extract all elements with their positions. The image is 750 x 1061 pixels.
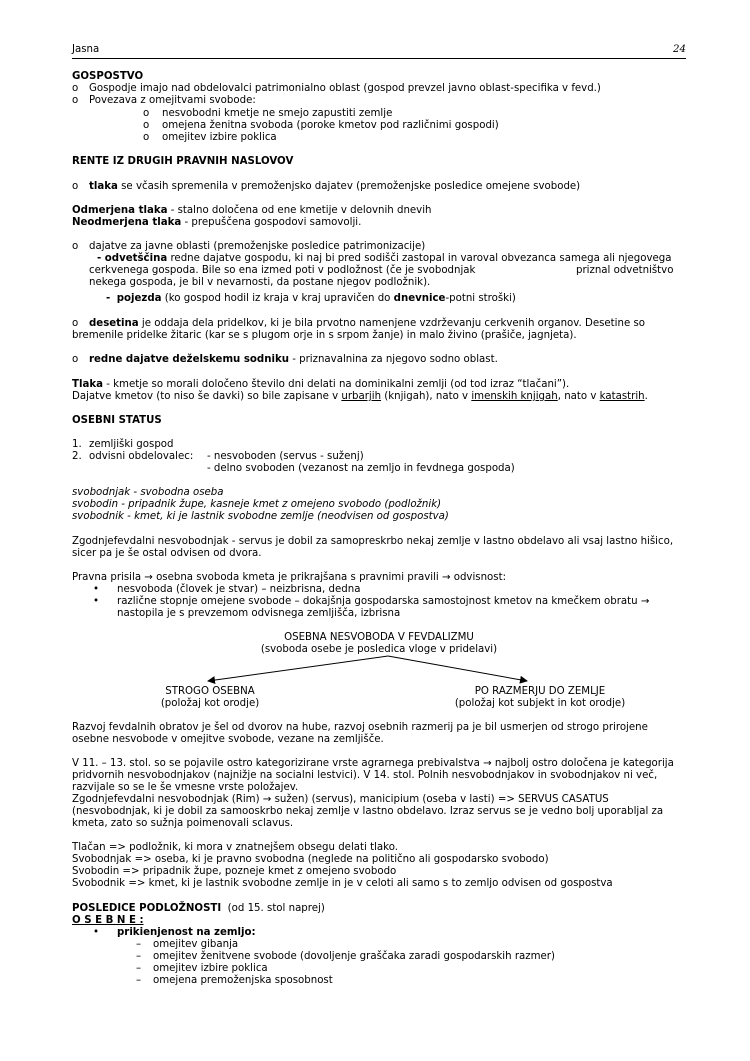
prikienjenost-heading: prikienjenost na zemljo: — [117, 927, 256, 938]
servus-line2: (nesvobodnjak, ki je dobil za samooskrbo nekaj zemlje v lastno obdelavo. Izraz servus se je vedno bolj uporabljal za — [72, 806, 664, 817]
definition-line: Svobodnjak => oseba, ki je pravno svobodna (neglede na politično ali gospodarsko svobodo) — [72, 854, 549, 865]
definition-line: svobodin - pripadnik župe, kasneje kmet z omejeno svobodo (podložnik) — [72, 499, 442, 510]
posledice-item: omejitev gibanja — [153, 939, 239, 950]
osebni-item1: zemljiški gospod — [89, 439, 174, 450]
dash-bullet-icon: – — [136, 939, 142, 950]
diagram-left-title: STROGO OSEBNA — [165, 686, 255, 697]
definition-line: Svobodnik => kmet, ki je lastnik svobodne zemlje in je v celoti ali samo s to zemljo odvisen od gospostva — [72, 878, 613, 889]
definition-line: svobodnik - kmet, ki je lastnik svobodne zemlje (neodvisen od gospostva) — [72, 511, 449, 522]
circle-bullet-icon: o — [72, 241, 79, 252]
diagram-right-sub: (položaj kot subjekt in kot orodje) — [454, 698, 626, 709]
list-number: 1. — [72, 439, 82, 450]
osebne-heading: O S E B N E : — [72, 915, 144, 926]
posledice-item: omejitev izbire poklica — [153, 963, 268, 974]
posledice-item: omejena premoženjska sposobnost — [153, 975, 333, 986]
servus-line3: kmeta, zato so sužnja poimenovali sclavus. — [72, 818, 294, 829]
posledice-item: omejitev ženitvene svobode (dovoljenje graščaka zaradi gospodarskih razmer) — [153, 951, 555, 962]
stoletja-line3: razvijale so se le še vmesne vrste položajev. — [72, 782, 299, 793]
disc-bullet-icon: • — [93, 927, 100, 938]
rente-odvetscina-line3: nekega gospoda, je bil v nevarnosti, da postane njegov podložnik). — [89, 277, 431, 288]
definition-line: svobodnjak - svobodna oseba — [72, 487, 224, 498]
circle-bullet-icon: o — [143, 108, 150, 119]
servus-line1: Zgodnjefevdalni nesvobodnjak (Rim) → sužen) (servus), manicipium (oseba v lasti) => SERVUS CASATUS — [72, 794, 609, 805]
rente-dajatve-zapis: Dajatve kmetov (to niso še davki) so bile zapisane v urbarjih (knjigah), nato v imenskih knjigah, nato v katastrih. — [72, 391, 648, 402]
stoletja-line2: pridvornih nesvobodnjakov (najnižje na socialni lestvici). V 14. stol. Polnih nesvobodnjakov in svobodnjakov ni več, — [72, 770, 658, 781]
header-author: Jasna — [72, 44, 100, 55]
rente-tlaka: tlaka se včasih spremenila v premoženjsko dajatev (premoženjske posledice omejene svobode) — [89, 181, 581, 192]
pravna-prisila: Pravna prisila → osebna svoboda kmeta je prikrajšana s pravnimi pravili → odvisnost: — [72, 572, 507, 583]
arrow-left — [208, 656, 388, 681]
section-title-gospostvo: GOSPOSTVO — [72, 71, 144, 82]
circle-bullet-icon: o — [72, 95, 79, 106]
stoletja-line1: V 11. – 13. stol. so se pojavile ostro kategorizirane vrste agrarnega prebivalstva → najbolj ostro določena je kategorija — [72, 758, 674, 769]
osebni-item2-b: - delno svoboden (vezanost na zemljo in fevdnega gospoda) — [207, 463, 515, 474]
circle-bullet-icon: o — [72, 181, 79, 192]
list-number: 2. — [72, 451, 82, 462]
pravna-prisila-item-line2: nastopila je s prevzemom odvisnega zemljišča, izbrisna — [117, 608, 401, 619]
rente-odvetscina-line2: cerkvenega gospoda. Bile so ena izmed poti v podložnost (če je svobodnjak — [89, 265, 476, 276]
razvoj-line2: osebne nesvobode v omejitve svobode, vezane na zemljišče. — [72, 734, 384, 745]
disc-bullet-icon: • — [93, 596, 100, 607]
rente-pojezda: - pojezda (ko gospod hodil iz kraja v kraj upravičen do dnevnice-potni stroški) — [106, 293, 516, 304]
diagram-right-title: PO RAZMERJU DO ZEMLJE — [474, 686, 606, 697]
arrow-right — [388, 656, 527, 681]
gospostvo-item: Gospodje imajo nad obdelovalci patrimonialno oblast (gospod prevzel javno oblast-specifika v fevd.) — [89, 83, 601, 94]
circle-bullet-icon: o — [143, 132, 150, 143]
definition-line: Tlačan => podložnik, ki mora v znatnejšem obsegu delati tlako. — [72, 842, 398, 853]
dash-bullet-icon: – — [136, 951, 142, 962]
pravna-prisila-item: nesvoboda (človek je stvar) – neizbrisna, dedna — [117, 584, 361, 595]
circle-bullet-icon: o — [72, 318, 79, 329]
header-page-number: 24 — [673, 44, 686, 55]
gospostvo-subitem: nesvobodni kmetje ne smejo zapustiti zemlje — [162, 108, 393, 119]
zgodnjefevdalni-line1: Zgodnjefevdalni nesvobodnjak - servus je dobil za samopreskrbo nekaj zemlje v lastno obdelavo ali vsaj lastno hišico, — [72, 536, 674, 547]
circle-bullet-icon: o — [143, 120, 150, 131]
rente-desetina: desetina je oddaja dela pridelkov, ki je bila prvotno namenjene vzdrževanju cerkvenih organov. Desetine so — [89, 318, 646, 329]
section-title-rente: RENTE IZ DRUGIH PRAVNIH NASLOVOV — [72, 156, 294, 167]
dash-bullet-icon: – — [136, 963, 142, 974]
rente-dajatve: dajatve za javne oblasti (premoženjske posledice patrimonizacije) — [89, 241, 426, 252]
rente-desetina-line2: bremenile pridelke žitaric (kar se s plugom orje in s srpom žanje) in malo živino (prašiče, jagnjeta). — [72, 330, 577, 341]
gospostvo-subitem: omejena ženitna svoboda (poroke kmetov pod različnimi gospodi) — [162, 120, 499, 131]
rente-odvetscina-line2-end: priznal odvetništvo — [576, 265, 674, 276]
diagram-subtitle: (svoboda osebe je posledica vloge v pridelavi) — [260, 644, 498, 655]
rente-odvetscina: - odvetščina redne dajatve gospodu, ki naj bi pred sodišči zastopal in varoval obvezanca samega ali njegovega — [97, 253, 672, 264]
razvoj-line1: Razvoj fevdalnih obratov je šel od dvorov na hube, razvoj osebnih razmerij pa je bil usmerjen od strogo prirojene — [72, 722, 648, 733]
rente-neodmerjena: Neodmerjena tlaka - prepuščena gospodovi samovolji. — [72, 217, 362, 228]
pravna-prisila-item: različne stopnje omejene svobode – dokajšnja gospodarska samostojnost kmetov na kmečkem obratu → — [117, 596, 650, 607]
definition-line: Svobodin => pripadnik župe, pozneje kmet z omejeno svobodo — [72, 866, 397, 877]
gospostvo-item: Povezava z omejitvami svobode: — [89, 95, 256, 106]
diagram-title: OSEBNA NESVOBODA V FEVDALIZMU — [284, 632, 474, 643]
rente-redne: redne dajatve deželskemu sodniku - priznavalnina za njegovo sodno oblast. — [89, 354, 498, 365]
rente-odmerjena: Odmerjena tlaka - stalno določena od ene kmetije v delovnih dnevih — [72, 205, 432, 216]
zgodnjefevdalni-line2: sicer pa je še ostal odvisen od dvora. — [72, 548, 262, 559]
section-title-osebni-status: OSEBNI STATUS — [72, 415, 162, 426]
osebni-item2-a: - nesvoboden (servus - suženj) — [207, 451, 364, 462]
circle-bullet-icon: o — [72, 354, 79, 365]
diagram-left-sub: (položaj kot orodje) — [160, 698, 260, 709]
gospostvo-subitem: omejitev izbire poklica — [162, 132, 277, 143]
circle-bullet-icon: o — [72, 83, 79, 94]
disc-bullet-icon: • — [93, 584, 100, 595]
section-title-posledice: POSLEDICE PODLOŽNOSTI (od 15. stol naprej) — [72, 903, 325, 914]
rente-tlaka-def: Tlaka - kmetje so morali določeno število dni delati na dominikalni zemlji (od tod izraz “tlačani”). — [72, 379, 570, 390]
dash-bullet-icon: – — [136, 975, 142, 986]
osebni-item2: odvisni obdelovalec: — [89, 451, 194, 462]
